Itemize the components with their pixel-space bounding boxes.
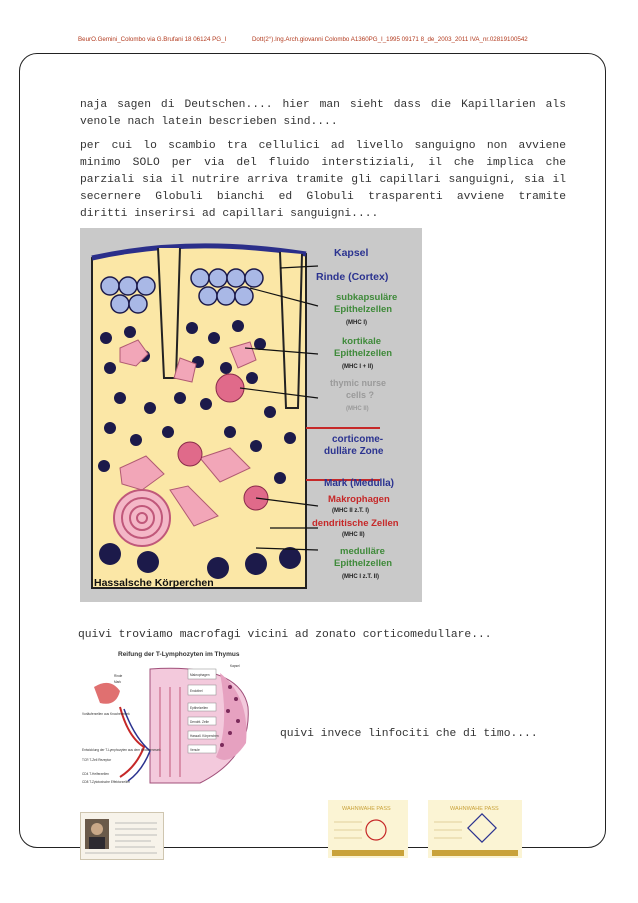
stamp-1 [328, 800, 408, 858]
label-cells: cells ? [346, 390, 375, 400]
label-epith3: Epithelzellen [334, 558, 393, 569]
label-mhc1zt: (MHC I z.T. II) [342, 574, 379, 580]
label-mhc12: (MHC I + II) [342, 364, 374, 370]
paragraph-4: quivi invece linfociti che di timo.... [280, 728, 538, 740]
tcell-maturation-figure [80, 647, 264, 793]
tcell-label-venule: Venule [190, 748, 200, 752]
stamp-2-text: WAHNWAHE PASS [450, 806, 499, 812]
tcell-label-endothel: Endothel [190, 689, 203, 693]
tcell-label-dendrit: Dendrit. Zelle [190, 720, 209, 724]
label-epith1: Epithelzellen [334, 304, 393, 315]
label-kapsel: Kapsel [334, 247, 369, 259]
label-mhc2zt: (MHC II z.T. I) [332, 508, 369, 514]
label-nurse: thymic nurse [330, 378, 387, 388]
label-subkap: subkapsuläre [336, 292, 398, 303]
tcell-label-tcr: TCR T-Zell Rezeptor [82, 758, 112, 762]
tcell-label-cd4: CD4 T-Helferzellen [82, 772, 109, 776]
id-card [80, 812, 164, 860]
page-header [78, 36, 552, 43]
tcell-label-vorlauf: Vorläuferzellen aus Knochenmark [82, 712, 130, 716]
tcell-title: Reifung der T-Lymphozyten im Thymus [118, 651, 240, 658]
label-cortico: corticome- [332, 434, 384, 445]
label-mhc2b: (MHC II) [342, 532, 365, 538]
label-rinde: Rinde (Cortex) [316, 271, 389, 283]
paragraph-1: naja sagen di Deutschen.... hier man sieht dass die Kapillarien als venole nach latein bescrieben sind.... [80, 99, 566, 128]
label-mhc1: (MHC I) [346, 320, 367, 326]
paragraph-3: quivi troviamo macrofagi vicini ad zonato corticomedullare... [78, 629, 492, 641]
stamp-1-text: WAHNWAHE PASS [342, 806, 391, 812]
label-mark: Mark (Medulla) [324, 478, 395, 489]
label-medullare: medulläre [340, 546, 385, 557]
paragraph-2: per cui lo scambio tra cellulici ad livello sanguigno non avviene minimo SOLO per via del fluido interstiziali, il che implica che parziali sia il nutrire arriva tramite gli capillari sanguigni, sia il secernere Globuli bianchi ed Globuli trasparenti avviene tramite diritti inserirsi ad capillari sanguigni.... [80, 140, 566, 220]
header-left: BeurO.Gemini_Colombo via G.Brufani 18 06124 PG_I [78, 36, 227, 43]
label-makro: Makrophagen [328, 494, 390, 505]
tcell-label-cd8: CD8 T-Zytotoxische Effektorzellen [82, 780, 131, 784]
tcell-label-epithel: Epithelzellen [190, 706, 209, 710]
label-mhc2a: (MHC II) [346, 406, 369, 412]
tcell-label-rinde: Rinde [114, 674, 123, 678]
tcell-label-kapsel: Kapsel [230, 664, 240, 668]
label-kortikale: kortikale [342, 336, 382, 347]
thymus-figure [80, 228, 422, 602]
header-right: Dott(2°).Ing.Arch.giovanni Colombo A1360PG_I_1995 09171 8_de_2003_2011 IVA_nr.02819100542 [251, 36, 528, 43]
stamp-2 [428, 800, 522, 858]
label-dullare: dulläre Zone [324, 446, 384, 457]
label-hassall: Hassalsche Körperchen [94, 577, 214, 589]
tcell-label-entwicklung: Entwicklung der T-Lymphozyten aus dem Knochenmark [82, 748, 161, 752]
label-epith2: Epithelzellen [334, 348, 393, 359]
tcell-label-hassall: Hassall. Körperchen [190, 734, 219, 738]
tcell-label-mark: Mark [114, 680, 122, 684]
label-dendrit: dendritische Zellen [312, 518, 399, 529]
tcell-label-makrophagen: Makrophagen [190, 673, 210, 677]
